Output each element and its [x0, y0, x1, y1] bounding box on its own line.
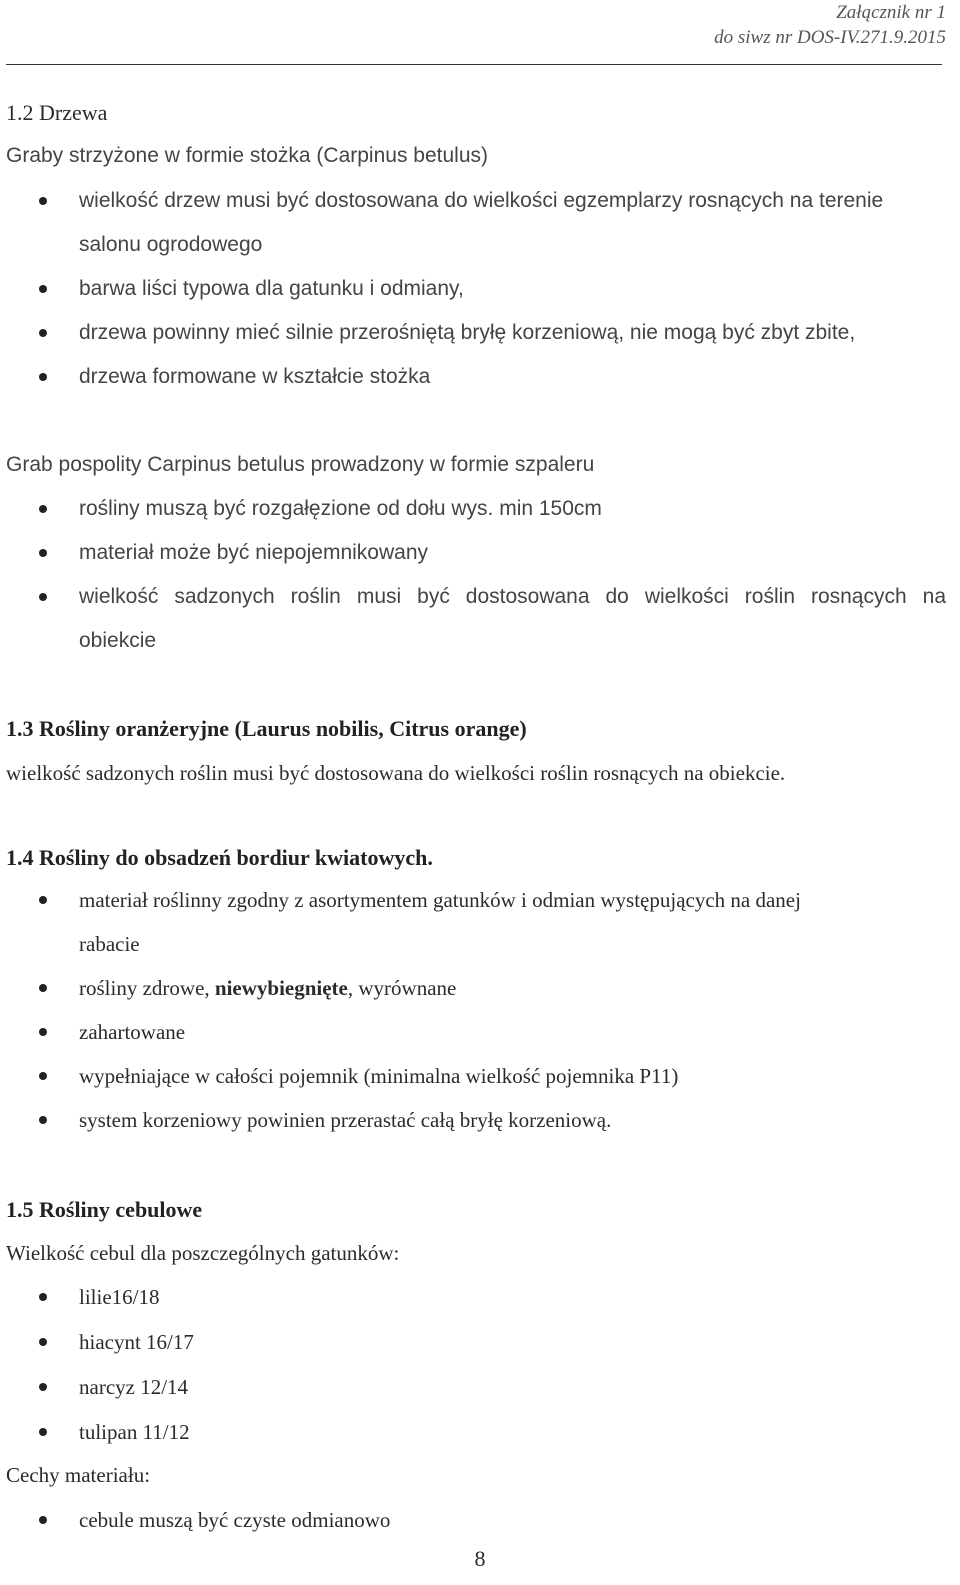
list-item: barwa liści typowa dla gatunku i odmiany,: [0, 274, 946, 318]
list-item: cebule muszą być czyste odmianowo: [0, 1505, 946, 1537]
section-1-4-list: [0, 885, 946, 1149]
bullet-icon: [39, 549, 47, 557]
siwz-reference: do siwz nr DOS-IV.271.9.2015: [714, 27, 946, 48]
list-item: hiacynt 16/17: [0, 1327, 946, 1372]
header-rule: [6, 64, 942, 65]
list-item: materiał roślinny zgodny z asortymentem gatunków i odmian występujących na danej: [0, 885, 946, 929]
bullet-icon: [39, 505, 47, 513]
list-item: drzewa formowane w kształcie stożka: [0, 362, 946, 406]
section-1-5-title: 1.5 Rośliny cebulowe: [6, 1197, 203, 1222]
section-1-4-title: 1.4 Rośliny do obsadzeń bordiur kwiatowych.: [6, 845, 433, 870]
list-item: lilie16/18: [0, 1282, 946, 1327]
list-item-continuation: obiekcie: [79, 629, 157, 652]
bullet-icon: [39, 285, 47, 293]
emphasis-text: niewybiegnięte: [214, 976, 348, 1000]
list-item: narcyz 12/14: [0, 1372, 946, 1417]
section-1-5-list: [0, 1282, 946, 1462]
header-note: [714, 0, 946, 50]
section-1-2-subheading-1: Graby strzyżone w formie stożka (Carpinus betulus): [6, 144, 489, 167]
list-item: system korzeniowy powinien przerastać całą bryłę korzeniową.: [0, 1105, 946, 1149]
section-1-5-features-list: [0, 1505, 946, 1537]
list-item: wielkość drzew musi być dostosowana do wielkości egzemplarzy rosnących na terenie: [0, 186, 946, 230]
list-item: wielkość sadzonych roślin musi być dostosowana do wielkości roślin rosnących na: [0, 582, 946, 626]
section-1-3-text: wielkość sadzonych roślin musi być dostosowana do wielkości roślin rosnących na obiekcie.: [6, 761, 786, 785]
bullet-icon: [39, 1428, 47, 1436]
list-item: materiał może być niepojemnikowany: [0, 538, 946, 582]
bullet-icon: [39, 1028, 47, 1036]
bullet-icon: [39, 373, 47, 381]
section-1-2-list-1: [0, 186, 946, 406]
list-item-continuation: salonu ogrodowego: [79, 233, 263, 256]
list-item: drzewa powinny mieć silnie przerośniętą bryłę korzeniową, nie mogą być zbyt zbite,: [0, 318, 946, 362]
bullet-icon: [39, 1383, 47, 1391]
list-item: tulipan 11/12: [0, 1417, 946, 1462]
attachment-number: Załącznik nr 1: [836, 2, 946, 23]
section-1-2-subheading-2: Grab pospolity Carpinus betulus prowadzony w formie szpaleru: [6, 453, 595, 476]
section-1-2-list-2: [0, 494, 946, 670]
list-item: rośliny zdrowe, niewybiegnięte, wyrównane: [0, 973, 946, 1017]
section-1-3-title: 1.3 Rośliny oranżeryjne (Laurus nobilis, Citrus orange): [6, 716, 527, 741]
bullet-icon: [39, 593, 47, 601]
section-1-2-title: 1.2 Drzewa: [6, 100, 108, 125]
bullet-icon: [39, 1516, 47, 1524]
list-item: rośliny muszą być rozgałęzione od dołu wys. min 150cm: [0, 494, 946, 538]
list-item-continuation: rabacie: [79, 932, 140, 956]
bullet-icon: [39, 896, 47, 904]
bullet-icon: [39, 984, 47, 992]
bullet-icon: [39, 1293, 47, 1301]
list-item: zahartowane: [0, 1017, 946, 1061]
bullet-icon: [39, 1116, 47, 1124]
bullet-icon: [39, 1338, 47, 1346]
bullet-icon: [39, 197, 47, 205]
bullet-icon: [39, 329, 47, 337]
section-1-5-intro: Wielkość cebul dla poszczególnych gatunków:: [6, 1241, 400, 1265]
bullet-icon: [39, 1072, 47, 1080]
list-item: wypełniające w całości pojemnik (minimalna wielkość pojemnika P11): [0, 1061, 946, 1105]
section-1-5-material-features: Cechy materiału:: [6, 1463, 151, 1487]
page-number: 8: [474, 1546, 486, 1571]
